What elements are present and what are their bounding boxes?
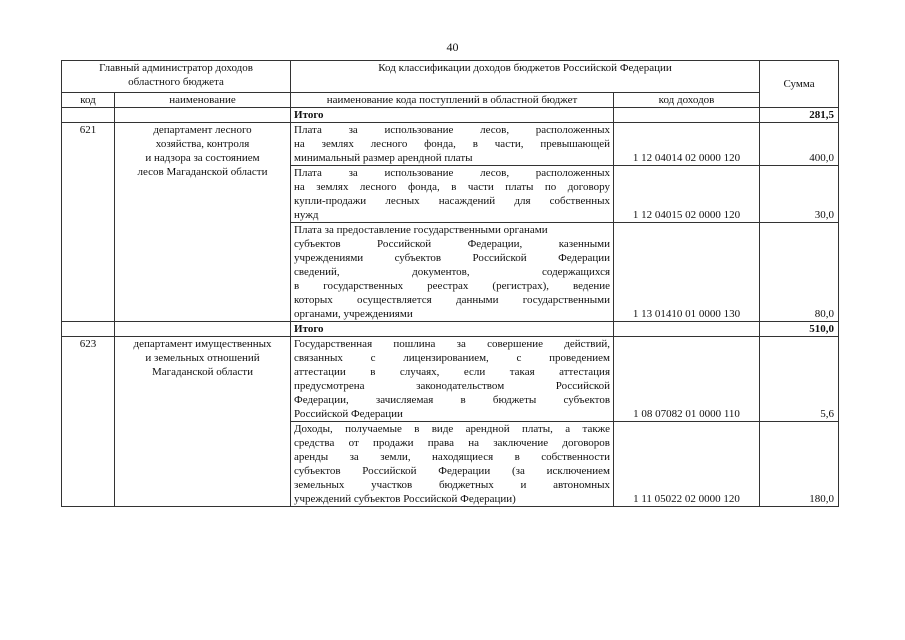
admin-code: 621 <box>62 123 115 322</box>
revenue-name: Плата за использование лесов, расположенных на землях лесного фонда, в части, превышающей минимальный размер арендной платы <box>291 123 614 166</box>
header-col-name: наименование <box>115 93 291 108</box>
total-amount: 510,0 <box>760 322 839 337</box>
revenue-amount: 5,6 <box>760 337 839 422</box>
table-row <box>62 123 839 166</box>
revenue-amount: 30,0 <box>760 166 839 223</box>
header-sum: Сумма <box>760 61 839 108</box>
revenue-code: 1 11 05022 02 0000 120 <box>614 422 760 507</box>
table-row <box>62 337 839 422</box>
revenue-code: 1 08 07082 01 0000 110 <box>614 337 760 422</box>
revenue-amount: 400,0 <box>760 123 839 166</box>
revenue-code: 1 12 04014 02 0000 120 <box>614 123 760 166</box>
revenue-name: Плата за использование лесов, расположенных на землях лесного фонда, в части платы по договору купли-продажи лесных насаждений для собственных нужд <box>291 166 614 223</box>
admin-name: департамент имущественных и земельных отношений Магаданской области <box>115 337 291 507</box>
header-col-revenue-code: код доходов <box>614 93 760 108</box>
revenue-code: 1 12 04015 02 0000 120 <box>614 166 760 223</box>
admin-code: 623 <box>62 337 115 507</box>
revenue-name: Доходы, получаемые в виде арендной платы, а также средства от продажи права на заключение договоров аренды за земли, находящиеся в собственности субъектов Российской Федерации (за исключением земельных участков бюджетных и автономных учреждений субъектов Российской Федерации) <box>291 422 614 507</box>
header-col-revenue-name: наименование кода поступлений в областной бюджет <box>291 93 614 108</box>
total-label: Итого <box>291 322 614 337</box>
header-admin-group: Главный администратор доходов областного бюджета <box>62 61 291 93</box>
table-row-total <box>62 108 839 123</box>
header-col-code: код <box>62 93 115 108</box>
header-classification-group: Код классификации доходов бюджетов Российской Федерации <box>291 61 760 93</box>
header-row-columns <box>62 93 839 108</box>
revenue-name: Государственная пошлина за совершение действий, связанных с лицензированием, с проведением аттестации в случаях, если такая аттестация предусмотрена законодательством Российской Федерации, зачисляемая в бюджеты субъектов Российской Федерации <box>291 337 614 422</box>
total-label: Итого <box>291 108 614 123</box>
revenue-amount: 180,0 <box>760 422 839 507</box>
page-number: 40 <box>446 40 459 54</box>
table-row-total <box>62 322 839 337</box>
revenue-code: 1 13 01410 01 0000 130 <box>614 223 760 322</box>
header-row-groups <box>62 61 839 93</box>
revenue-table <box>61 60 839 507</box>
total-amount: 281,5 <box>760 108 839 123</box>
revenue-name: Плата за предоставление государственными органами субъектов Российской Федерации, казенными учреждениями субъектов Российской Федерации сведений, документов, содержащихся в государственных реестрах (регистрах), ведение которых осуществляется данными государственными органами, учреждениями <box>291 223 614 322</box>
revenue-amount: 80,0 <box>760 223 839 322</box>
admin-name: департамент лесного хозяйства, контроля и надзора за состоянием лесов Магаданской области <box>115 123 291 322</box>
